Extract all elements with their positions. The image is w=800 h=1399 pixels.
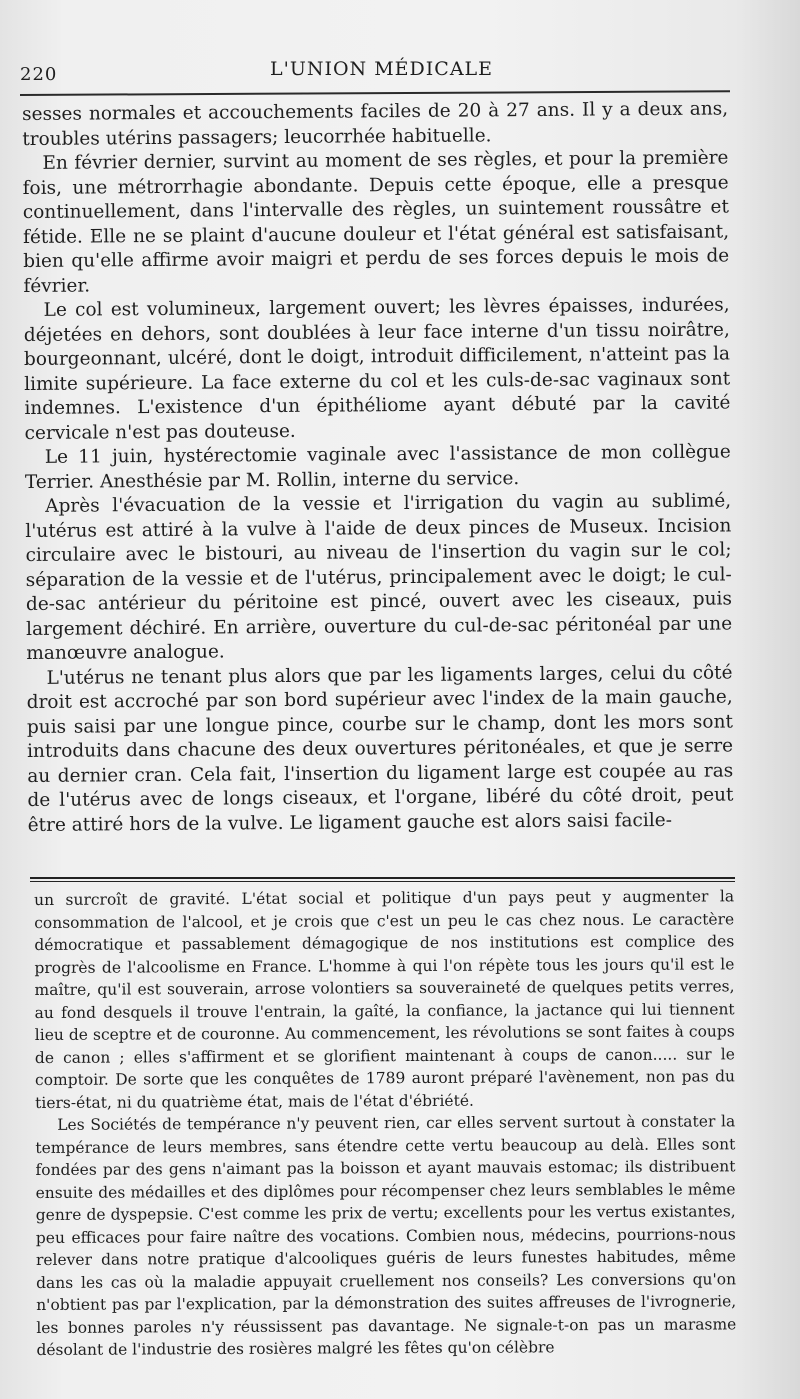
running-title: L'UNION MÉDICALE (270, 58, 494, 80)
main-text (22, 97, 734, 838)
paragraph: sesses normales et accouchements faciles de 20 à 27 ans. Il y a deux ans, troubles utérins passagers; leucorrhée habituelle. (22, 98, 729, 150)
paragraph: Le col est volumineux, largement ouvert; les lèvres épaisses, indurées, déjetées en dehors, sont doublées à leur face interne d'un tissu noirâtre, bourgeonnant, ulcéré, dont le doigt, introduit difficilement, n'atteint pas la limite supérieure. La face externe du col et les culs-de-sac vaginaux sont indemnes. L'existence d'un épithéliome ayant débuté par la cavité cervicale n'est pas douteuse. (23, 294, 731, 444)
paragraph: Après l'évacuation de la vessie et l'irrigation du vagin au sublimé, l'utérus est attiré à la vulve à l'aide de deux pinces de Museux. Incision circulaire avec le bistouri, au niveau de l'insertion du vagin sur le col; séparation de la vessie et de l'utérus, principalement avec le doigt; le cul-de-sac antérieur du péritoine est pincé, ouvert avec les ciseaux, puis largement déchiré. En arrière, ouverture du cul-de-sac péritonéal par une manœuvre analogue. (25, 490, 733, 664)
page-number: 220 (20, 64, 58, 85)
header-rule (20, 90, 730, 96)
footnote-rule (30, 877, 735, 882)
footnote-paragraph: un surcroît de gravité. L'état social et politique d'un pays peut y augmenter la consommation de l'alcool, et je crois que c'est un peu le cas chez nous. Le caractère démocratique et passablement démagogique de nos institutions est complice des progrès de l'alcoolisme en France. L'homme à qui l'on répète tous les jours qu'il est le maître, qu'il est souverain, arrose volontiers sa souveraineté de quelques petits verres, au fond desquels il trouve l'entrain, la gaîté, la confiance, la jactance qui lui tiennent lieu de sceptre et de couronne. Au commencement, les révolutions se sont faites à coups de canon ; elles s'affirment et se glorifient maintenant à coups de canon..... sur le comptoir. De sorte que les conquêtes de 1789 auront préparé l'avènement, non pas du tiers-état, ni du quatrième état, mais de l'état d'ébriété. (34, 887, 736, 1112)
paragraph: En février dernier, survint au moment de ses règles, et pour la première fois, une métrorrhagie abondante. Depuis cette époque, elle a presque continuellement, dans l'intervalle des règles, un suintement roussâtre et fétide. Elle ne se plaint d'aucune douleur et l'état général est satisfaisant, bien qu'elle affirme avoir maigri et perdu de ses forces depuis le mois de février. (22, 147, 730, 297)
paragraph: L'utérus ne tenant plus alors que par les ligaments larges, celui du côté droit est accroché par son bord supérieur avec l'index de la main gauche, puis saisi par une longue pince, courbe sur le champ, dont les mors sont introduits dans chacune des deux ouvertures péritonéales, et que je serre au dernier cran. Cela fait, l'insertion du ligament large est coupée au ras de l'utérus avec de longs ciseaux, et l'organe, libéré du côté droit, peut être attiré hors de la vulve. Le ligament gauche est alors saisi facile- (26, 661, 734, 836)
page-header (20, 58, 730, 88)
footnote (34, 885, 736, 1361)
paragraph: Le 11 juin, hystérectomie vaginale avec l'assistance de mon collègue Terrier. Anesthésie par M. Rollin, interne du service. (24, 441, 731, 493)
footnote-paragraph: Les Sociétés de tempérance n'y peuvent rien, car elles servent surtout à constater la tempérance de leurs membres, sans étendre cette vertu beaucoup au delà. Elles sont fondées par des gens n'aimant pas la boisson et ayant mauvais estomac; ils distribuent ensuite des médailles et des diplômes pour récompenser chez leurs semblables le même genre de dyspepsie. C'est comme les prix de vertu; excellents pour les vertus existantes, peu efficaces pour faire naître des vocations. Combien nous, médecins, pourrions-nous relever dans notre pratique d'alcooliques guéris de leurs funestes habitudes, même dans les cas où la maladie appuyait cruellement nos conseils? Les conversions qu'on n'obtient pas par l'explication, par la démonstration des suites affreuses de l'ivrognerie, les bonnes paroles n'y réussissent pas davantage. Ne signale-t-on pas un marasme désolant de l'industrie des rosières malgré les fêtes qu'on célèbre (35, 1112, 737, 1359)
